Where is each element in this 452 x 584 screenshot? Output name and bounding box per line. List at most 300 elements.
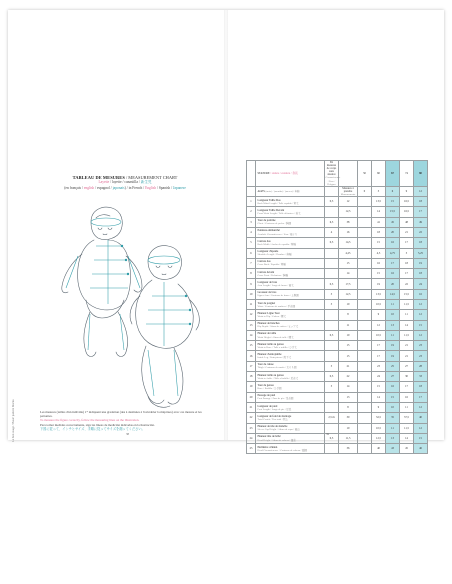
lang-jp2: Japanese	[173, 185, 186, 190]
left-page	[8, 10, 226, 440]
label-translation: Knee / Rodilla / ひざ囲	[257, 387, 282, 391]
label-main: Tour de cuisse	[257, 363, 274, 367]
footnote-en: To measure the figure correctly, follow the measuring lines on the illustration.	[40, 418, 140, 423]
size-67-cell: 10	[386, 310, 400, 320]
measurement-label	[256, 310, 325, 320]
row-number: 8	[247, 269, 256, 279]
label-translation: Wrist / Contorno de muñeca / 手首囲	[257, 304, 296, 308]
size-60-cell: 12	[372, 320, 386, 330]
ease-cell: 0,5	[325, 372, 339, 382]
table-row	[247, 361, 428, 371]
size-74-cell: 18	[400, 258, 414, 268]
size-blank-cell	[358, 320, 372, 330]
footnote-fr: Les mesures (tailles d'un individu) 1* indiquent une gradation (des à destinées à l'ouvrabler la méprises) avec ces mesure et les patrontes.	[40, 410, 202, 419]
subtitle-layette-jp: 新生児	[140, 180, 152, 185]
measurement-label	[256, 289, 325, 299]
right-page-number: 39	[326, 432, 329, 436]
table-row	[247, 269, 428, 279]
label-main: Tour de poignet	[257, 301, 276, 305]
measurement-label	[256, 341, 325, 351]
size-74-cell: 17	[400, 238, 414, 248]
label-main: Hauteur de tête de manche	[257, 425, 288, 429]
label-main: Tour de genou	[257, 383, 274, 387]
measurement-label	[256, 227, 325, 237]
size-74-cell: 11	[400, 310, 414, 320]
measurement-label	[256, 444, 325, 454]
right-page	[226, 10, 444, 452]
size-60-cell: 19	[372, 279, 386, 289]
row-number: 6	[247, 248, 256, 258]
lang-jp: japonais	[112, 185, 125, 190]
size-50-cell: 22	[339, 372, 358, 382]
size-blank-cell	[358, 392, 372, 402]
size-80-cell: 18	[414, 197, 428, 207]
age-cell: 9	[400, 186, 414, 196]
size-74-cell: 16,5	[400, 207, 414, 217]
ease-cell: 3	[325, 289, 339, 299]
row-number: 13	[247, 320, 256, 330]
ease-cell	[325, 269, 339, 279]
size-50-cell: 38	[339, 217, 358, 227]
ease-cell: 0,5	[325, 238, 339, 248]
table-row	[247, 320, 428, 330]
size-60-cell: 23	[372, 361, 386, 371]
size-67-cell: 11	[386, 330, 400, 340]
measurement-label	[256, 320, 325, 330]
size-80-cell: 24	[414, 279, 428, 289]
label-main: Longueur d'épaule	[257, 250, 279, 254]
size-80-cell: 5,25	[414, 248, 428, 258]
size-67-cell: 15	[386, 392, 400, 402]
size-74-cell: 14	[400, 320, 414, 330]
size-60-cell: 14	[372, 207, 386, 217]
label-translation: Cross Back / Espalda / 背幅	[257, 263, 286, 267]
size-60-cell: 9	[372, 402, 386, 412]
ease-cell	[325, 258, 339, 268]
table-row	[247, 217, 428, 227]
size-header: 74	[400, 161, 414, 187]
footnote-es: Para tomar medidas correctamente, siga las líneas de medición indicadas en la ilustración.	[40, 422, 155, 427]
label-main: Hauteur d'entrejambe	[257, 353, 282, 357]
size-67-cell: 13	[386, 433, 400, 443]
subtitle-layette: Layette	[98, 180, 110, 185]
size-blank-cell	[358, 372, 372, 382]
ease-cell: 0,5	[325, 197, 339, 207]
size-67-cell: 13	[386, 320, 400, 330]
size-60-cell: 9	[372, 310, 386, 320]
size-67-cell: 15,5	[386, 207, 400, 217]
size-67-cell: 14,5	[386, 289, 400, 299]
size-blank-cell	[358, 310, 372, 320]
table-row	[247, 289, 428, 299]
label-main: Pointure emmanché	[257, 229, 280, 233]
size-67-cell: 19	[386, 351, 400, 361]
lang-fr: (en français /	[64, 185, 84, 190]
size-74-cell: 21	[400, 351, 414, 361]
row-number: 17	[247, 361, 256, 371]
label-main: Longueur de bras	[257, 280, 278, 284]
label-translation: Front Waist Length / Talle delantero / 前丈	[257, 211, 301, 215]
size-60-cell: 15	[372, 269, 386, 279]
label-translation: Head Circumference / Contorno de cabeza / 頭囲	[257, 448, 307, 452]
label-translation: Foot Length / Largo de pie / 足長	[257, 407, 292, 411]
label-translation: Inside Leg / Entrepierna / 股下丈	[257, 356, 292, 360]
size-80-cell: 18	[414, 269, 428, 279]
header-stature: STATURE / stature / estatura / 身長	[256, 161, 325, 187]
size-blank-cell	[358, 197, 372, 207]
size-74-cell: 11	[400, 402, 414, 412]
measurement-label	[256, 248, 325, 258]
table-row	[247, 382, 428, 392]
header-ease: En mesures de corps sans aisance Circumference / Ease / Holgura	[325, 161, 341, 186]
size-80-cell: 12	[414, 310, 428, 320]
size-blank-cell	[358, 300, 372, 310]
size-80-cell: 40	[414, 413, 428, 423]
row-number: 2	[247, 207, 256, 217]
size-50-cell: 13	[339, 392, 358, 402]
label-translation: Total Crotch / Tiro total / 股上	[257, 417, 289, 421]
ease-cell	[325, 320, 339, 330]
size-50-cell: 4,25	[339, 248, 358, 258]
size-74-cell: 17	[400, 382, 414, 392]
size-67-cell: 25	[386, 361, 400, 371]
size-80-cell: 12	[414, 330, 428, 340]
book-spread	[8, 10, 444, 452]
size-blank-cell	[358, 351, 372, 361]
table-row	[247, 258, 428, 268]
table-row	[247, 413, 428, 423]
sidebar-running-head: Le bon usage / Basic pattern blocks	[11, 399, 15, 442]
ease-cell: 4	[325, 227, 339, 237]
size-80-cell: 19	[414, 258, 428, 268]
row-number: 12	[247, 310, 256, 320]
size-50-cell: 14	[339, 269, 358, 279]
row-number: 1	[247, 197, 256, 207]
size-blank-cell	[358, 361, 372, 371]
size-blank-cell	[358, 423, 372, 433]
measurement-label	[256, 361, 325, 371]
label-translation: Arm Length / Largo de brazo / 袖丈	[257, 284, 294, 288]
label-main: Longueur Taille Devant	[257, 208, 285, 212]
age-cell: 6	[386, 186, 400, 196]
measurement-label	[256, 372, 325, 382]
size-60-cell: 12,5	[372, 433, 386, 443]
measurement-label	[256, 392, 325, 402]
size-blank-cell	[358, 330, 372, 340]
size-74-cell: 45	[400, 444, 414, 454]
ease-cell	[325, 351, 339, 361]
label-main: Hauteur de taille	[257, 332, 277, 336]
size-50-cell: 15	[339, 258, 358, 268]
measurement-label	[256, 269, 325, 279]
size-74-cell: 22	[400, 279, 414, 289]
label-main: Hauteur tête de bébé	[257, 435, 281, 439]
ease-cell: 5	[325, 361, 339, 371]
row-number: 18	[247, 372, 256, 382]
measurement-label	[256, 238, 325, 248]
size-74-cell: 11,5	[400, 330, 414, 340]
measurement-label	[256, 217, 325, 227]
table-row	[247, 279, 428, 289]
size-blank-cell	[358, 444, 372, 454]
size-80-cell: 22	[414, 227, 428, 237]
left-page-number: 38	[126, 432, 129, 436]
label-main: Hauteur taille au genou	[257, 373, 284, 377]
size-60-cell: 10,5	[372, 423, 386, 433]
ease-cell	[325, 402, 339, 412]
lang-en: english	[83, 185, 95, 190]
label-main: Carrure devant	[257, 270, 275, 274]
lang-es: / espagnol /	[94, 185, 113, 190]
label-translation: Chest / Contorno de pecho / 胸囲	[257, 222, 292, 226]
measurement-label	[256, 207, 325, 217]
row-number: 20	[247, 392, 256, 402]
size-50-cell: 12,5	[339, 289, 358, 299]
label-main: Longueur de pied	[257, 404, 278, 408]
row-number: 11	[247, 300, 256, 310]
table-header-row	[247, 161, 428, 187]
size-80-cell: 46	[414, 444, 428, 454]
table-row	[247, 402, 428, 412]
size-50-cell: 14	[339, 382, 358, 392]
ease-cell: 5	[325, 382, 339, 392]
size-74-cell: 14	[400, 433, 414, 443]
row-number: 5	[247, 238, 256, 248]
label-translation: Waist to Knee / Talle a rodilla / ひざ丈	[257, 345, 297, 349]
baby-measurement-illustration	[36, 200, 208, 415]
size-blank-cell	[358, 269, 372, 279]
table-row	[247, 330, 428, 340]
size-67-cell: 19	[386, 341, 400, 351]
size-50-cell: 15	[339, 351, 358, 361]
age-cell: 0	[358, 186, 372, 196]
row-number: 21	[247, 402, 256, 412]
ease-cell: 6,5	[325, 217, 339, 227]
table-row	[247, 351, 428, 361]
table-row	[247, 227, 428, 237]
size-50-cell: 10	[339, 330, 358, 340]
row-number: 19	[247, 382, 256, 392]
label-main: Périmètre crânien	[257, 445, 278, 449]
size-74-cell: 5	[400, 248, 414, 258]
label-translation: Hip Depth / Altura de cadera / ヒップ丈	[257, 325, 299, 329]
row-number: 16	[247, 351, 256, 361]
size-50-cell: 14,5	[339, 238, 358, 248]
measurement-label	[256, 402, 325, 412]
table-row	[247, 238, 428, 248]
lang-es2: / Spanish /	[156, 185, 174, 190]
size-50-cell: 8	[339, 402, 358, 412]
label-translation: Armhole Circumference / Sisa / 袖ぐり	[257, 232, 298, 236]
size-80-cell: 18	[414, 382, 428, 392]
label-main: Longueur de fond de montage	[257, 414, 292, 418]
row-number: 7	[247, 258, 256, 268]
size-80-cell: 28	[414, 361, 428, 371]
size-74-cell: 27	[400, 361, 414, 371]
footnote-jp: 下図に従って、インチとサイズ、手順に従ってサイズを測ってください。	[40, 426, 145, 431]
size-60-cell: 18	[372, 227, 386, 237]
ease-cell: 0,5	[325, 330, 339, 340]
table-row	[247, 341, 428, 351]
size-blank-cell	[358, 238, 372, 248]
size-80-cell: 12	[414, 402, 428, 412]
size-60-cell: 16	[372, 258, 386, 268]
size-50-cell: 36	[339, 444, 358, 454]
row-number: 10	[247, 289, 256, 299]
size-blank-cell	[358, 258, 372, 268]
size-80-cell: 17	[414, 392, 428, 402]
size-80-cell: 15	[414, 433, 428, 443]
size-blank-cell	[358, 433, 372, 443]
size-74-cell: 37,5	[400, 413, 414, 423]
size-blank-cell	[358, 402, 372, 412]
label-main: Longueur Taille Dos	[257, 198, 281, 202]
size-50-cell: 12,5	[339, 207, 358, 217]
row-number: 25	[247, 444, 256, 454]
measurement-table	[246, 160, 428, 454]
row-number: 23	[247, 423, 256, 433]
label-translation: Sleeve Cap Height / Altura de copa / 袖山	[257, 428, 300, 432]
label-translation: Foot Passage / Paso de pie / 足首囲	[257, 397, 294, 401]
size-blank-cell	[358, 227, 372, 237]
size-74-cell: 21	[400, 227, 414, 237]
size-80-cell: 16	[414, 289, 428, 299]
size-67-cell: 17	[386, 258, 400, 268]
header-ages: AGES (mois) / (months) / (meses) / 年齢	[256, 186, 325, 196]
size-67-cell: 43	[386, 444, 400, 454]
row-number: 4	[247, 227, 256, 237]
size-blank-cell	[358, 341, 372, 351]
label-main: Tour de poitrine	[257, 219, 276, 223]
label-main: Hauteur taille au genou	[257, 342, 284, 346]
label-translation: Thigh / Contorno de muslo / 太もも囲	[257, 366, 297, 370]
size-67-cell: 16	[386, 238, 400, 248]
chart-title-block	[60, 175, 190, 191]
size-60-cell: 41	[372, 217, 386, 227]
measurement-label	[256, 330, 325, 340]
measurement-label	[256, 433, 325, 443]
size-60-cell: 13,5	[372, 289, 386, 299]
label-translation: Waist to Hip / Cadera / 腰丈	[257, 314, 287, 318]
label-main: Hauteur de hanches	[257, 322, 280, 326]
size-74-cell: 15,5	[400, 289, 414, 299]
size-blank-cell	[358, 248, 372, 258]
label-main: Hauteur Ligne Tour	[257, 311, 280, 315]
row-number: 22	[247, 413, 256, 423]
label-translation: Waist Height / Altura de talle / 腰丈	[257, 335, 294, 339]
size-60-cell: 17	[372, 351, 386, 361]
subtitle-layette-rest: / layette / canastilla /	[109, 180, 141, 185]
size-74-cell: 30	[400, 372, 414, 382]
size-67-cell: 11	[386, 423, 400, 433]
label-translation: Back Waist Length / Talle espalda / 背丈	[257, 201, 299, 205]
size-80-cell: 12	[414, 300, 428, 310]
size-74-cell: 21	[400, 341, 414, 351]
size-50-cell: 17,5	[339, 279, 358, 289]
size-header: 50	[358, 161, 372, 187]
measurement-footnote	[40, 410, 210, 431]
size-67-cell: 16	[386, 382, 400, 392]
table-row	[247, 207, 428, 217]
ease-cell	[325, 310, 339, 320]
size-blank-cell	[358, 279, 372, 289]
age-cell: 12	[414, 186, 428, 196]
size-blank-cell	[358, 382, 372, 392]
size-80-cell: 15	[414, 320, 428, 330]
size-60-cell: 10,5	[372, 330, 386, 340]
size-60-cell: 17	[372, 341, 386, 351]
row-number: 14	[247, 330, 256, 340]
table-row	[247, 300, 428, 310]
size-50-cell: 15	[339, 341, 358, 351]
label-translation: Back Width / Ancho de espalda / 背幅	[257, 242, 296, 246]
row-number: 15	[247, 341, 256, 351]
ease-cell: 0,5	[325, 279, 339, 289]
label-translation: Cross Front / Delantero / 胸幅	[257, 273, 288, 277]
size-60-cell: 14	[372, 392, 386, 402]
row-number: 3	[247, 217, 256, 227]
size-80-cell: 23	[414, 351, 428, 361]
size-50-cell: 10	[339, 423, 358, 433]
size-67-cell: 16	[386, 269, 400, 279]
size-80-cell: 23	[414, 341, 428, 351]
label-main: Passage de pied	[257, 394, 276, 398]
ease-cell: 3	[325, 300, 339, 310]
size-80-cell: 33	[414, 372, 428, 382]
ease-cell	[325, 207, 339, 217]
row-number: 24	[247, 433, 256, 443]
age-cell: 3	[372, 186, 386, 196]
row-number: 9	[247, 279, 256, 289]
size-header: 80	[414, 161, 428, 187]
table-row	[247, 310, 428, 320]
size-67-cell: 27	[386, 372, 400, 382]
table-body	[247, 197, 428, 454]
size-74-cell: 17	[400, 269, 414, 279]
size-50-cell: 10	[339, 300, 358, 310]
size-60-cell: 32,5	[372, 413, 386, 423]
size-60-cell: 10,5	[372, 300, 386, 310]
measurement-label	[256, 423, 325, 433]
label-main: Grosseur de bras	[257, 291, 277, 295]
size-50-cell: 8	[339, 310, 358, 320]
title-bold: TABLEAU DE MESURES	[72, 175, 125, 180]
size-67-cell: 35	[386, 413, 400, 423]
measurement-label	[256, 300, 325, 310]
size-67-cell: 4,75	[386, 248, 400, 258]
size-50-cell: 16	[339, 227, 358, 237]
size-60-cell: 4,5	[372, 248, 386, 258]
ease-cell: 2,5 m	[325, 413, 339, 423]
size-blank-cell	[358, 289, 372, 299]
table-row	[247, 423, 428, 433]
table-row	[247, 444, 428, 454]
table-row	[247, 372, 428, 382]
label-translation: Head Height / Altura de cabeza / 頭高	[257, 438, 296, 442]
size-67-cell: 45	[386, 217, 400, 227]
size-50-cell: 30	[339, 413, 358, 423]
ease-cell	[325, 444, 339, 454]
ease-cell: 0,5	[325, 433, 339, 443]
ease-cell	[325, 341, 339, 351]
size-74-cell: 48	[400, 217, 414, 227]
size-60-cell: 15	[372, 238, 386, 248]
size-blank-cell	[358, 413, 372, 423]
size-80-cell: 18	[414, 238, 428, 248]
measurement-label	[256, 279, 325, 289]
size-80-cell: 12	[414, 423, 428, 433]
label-translation: Waist to Ankle / Talle al tobillo / 足首丈	[257, 376, 299, 380]
